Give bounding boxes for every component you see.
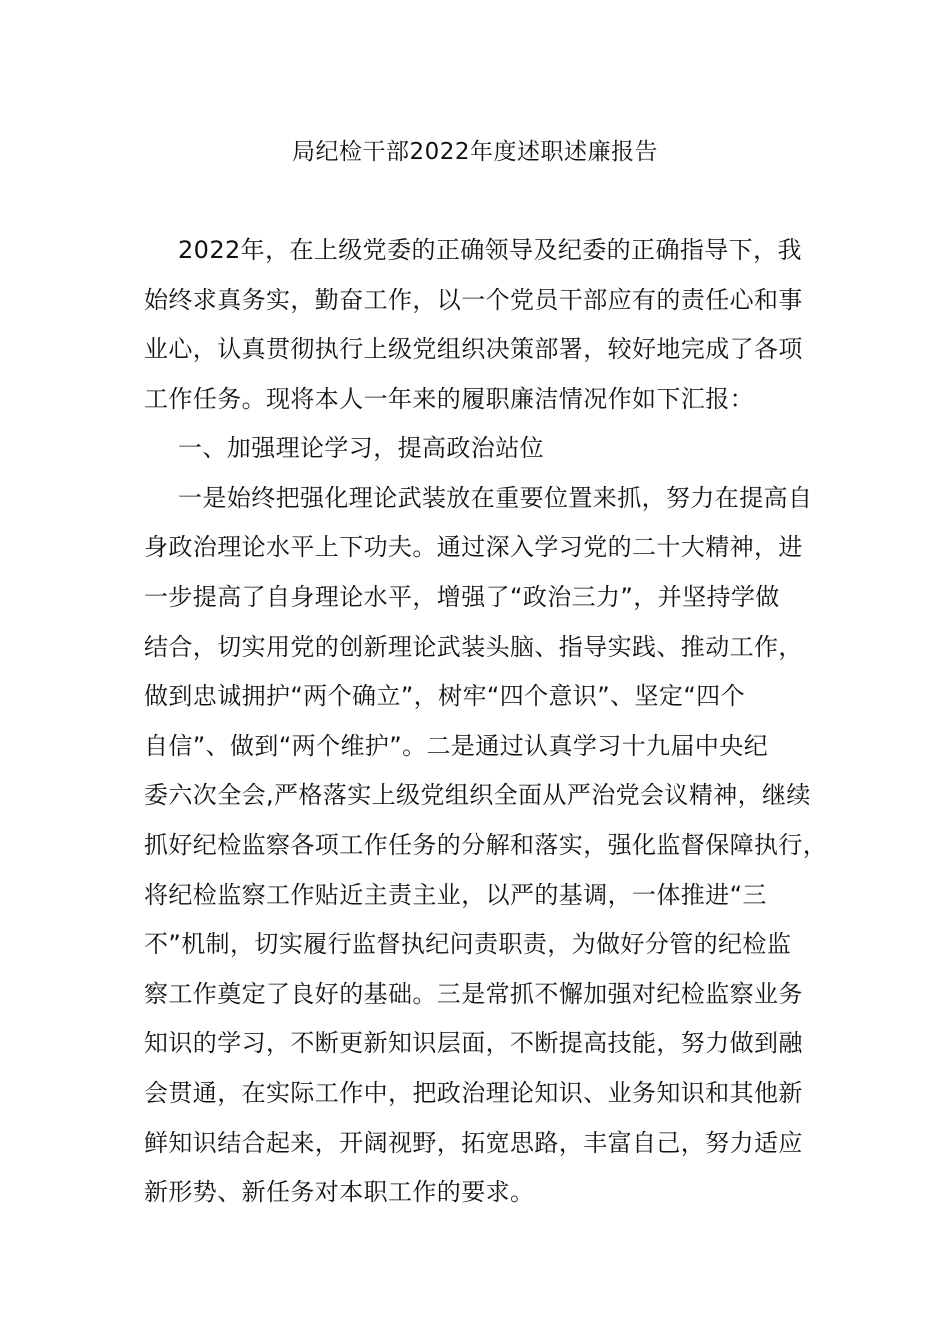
paragraph-line: 一是始终把强化理论武装放在重要位置来抓，努力在提高自 — [178, 484, 813, 512]
paragraph-line: 工作任务。现将本人一年来的履职廉洁情况作如下汇报： — [144, 385, 754, 413]
paragraph-line: 委六次全会,严格落实上级党组织全面从严治党会议精神，继续 — [144, 781, 811, 809]
paragraph-line: 新形势、新任务对本职工作的要求。 — [144, 1178, 535, 1206]
paragraph-line: 鲜知识结合起来，开阔视野，拓宽思路，丰富自己，努力适应 — [144, 1129, 803, 1157]
paragraph-line: 结合，切实用党的创新理论武装头脑、指导实践、推动工作， — [144, 633, 803, 661]
paragraph-line: 知识的学习，不断更新知识层面，不断提高技能，努力做到融 — [144, 1029, 803, 1057]
paragraph-line: 不”机制，切实履行监督执纪问责职责，为做好分管的纪检监 — [144, 930, 792, 958]
paragraph-line: 业心，认真贯彻执行上级党组织决策部署，较好地完成了各项 — [144, 335, 803, 363]
paragraph-line: 2022年，在上级党委的正确领导及纪委的正确指导下，我 — [178, 236, 802, 264]
paragraph-line: 察工作奠定了良好的基础。三是常抓不懈加强对纪检监察业务 — [144, 980, 803, 1008]
paragraph-line: 会贯通，在实际工作中，把政治理论知识、业务知识和其他新 — [144, 1079, 803, 1107]
paragraph-line: 做到忠诚拥护“两个确立”，树牢“四个意识”、坚定“四个 — [144, 682, 745, 710]
paragraph-line: 自信”、做到“两个维护”。二是通过认真学习十九届中央纪 — [144, 732, 769, 760]
section-heading: 一、加强理论学习，提高政治站位 — [178, 434, 544, 462]
paragraph-line: 抓好纪检监察各项工作任务的分解和落实，强化监督保障执行， — [144, 831, 828, 859]
paragraph-line: 一步提高了自身理论水平，增强了“政治三力”，并坚持学做 — [144, 583, 780, 611]
paragraph-line: 将纪检监察工作贴近主责主业，以严的基调，一体推进“三 — [144, 881, 767, 909]
paragraph-line: 身政治理论水平上下功夫。通过深入学习党的二十大精神，进 — [144, 533, 803, 561]
document-title: 局纪检干部2022年度述职述廉报告 — [291, 139, 659, 165]
paragraph-line: 始终求真务实，勤奋工作，以一个党员干部应有的责任心和事 — [144, 286, 803, 314]
